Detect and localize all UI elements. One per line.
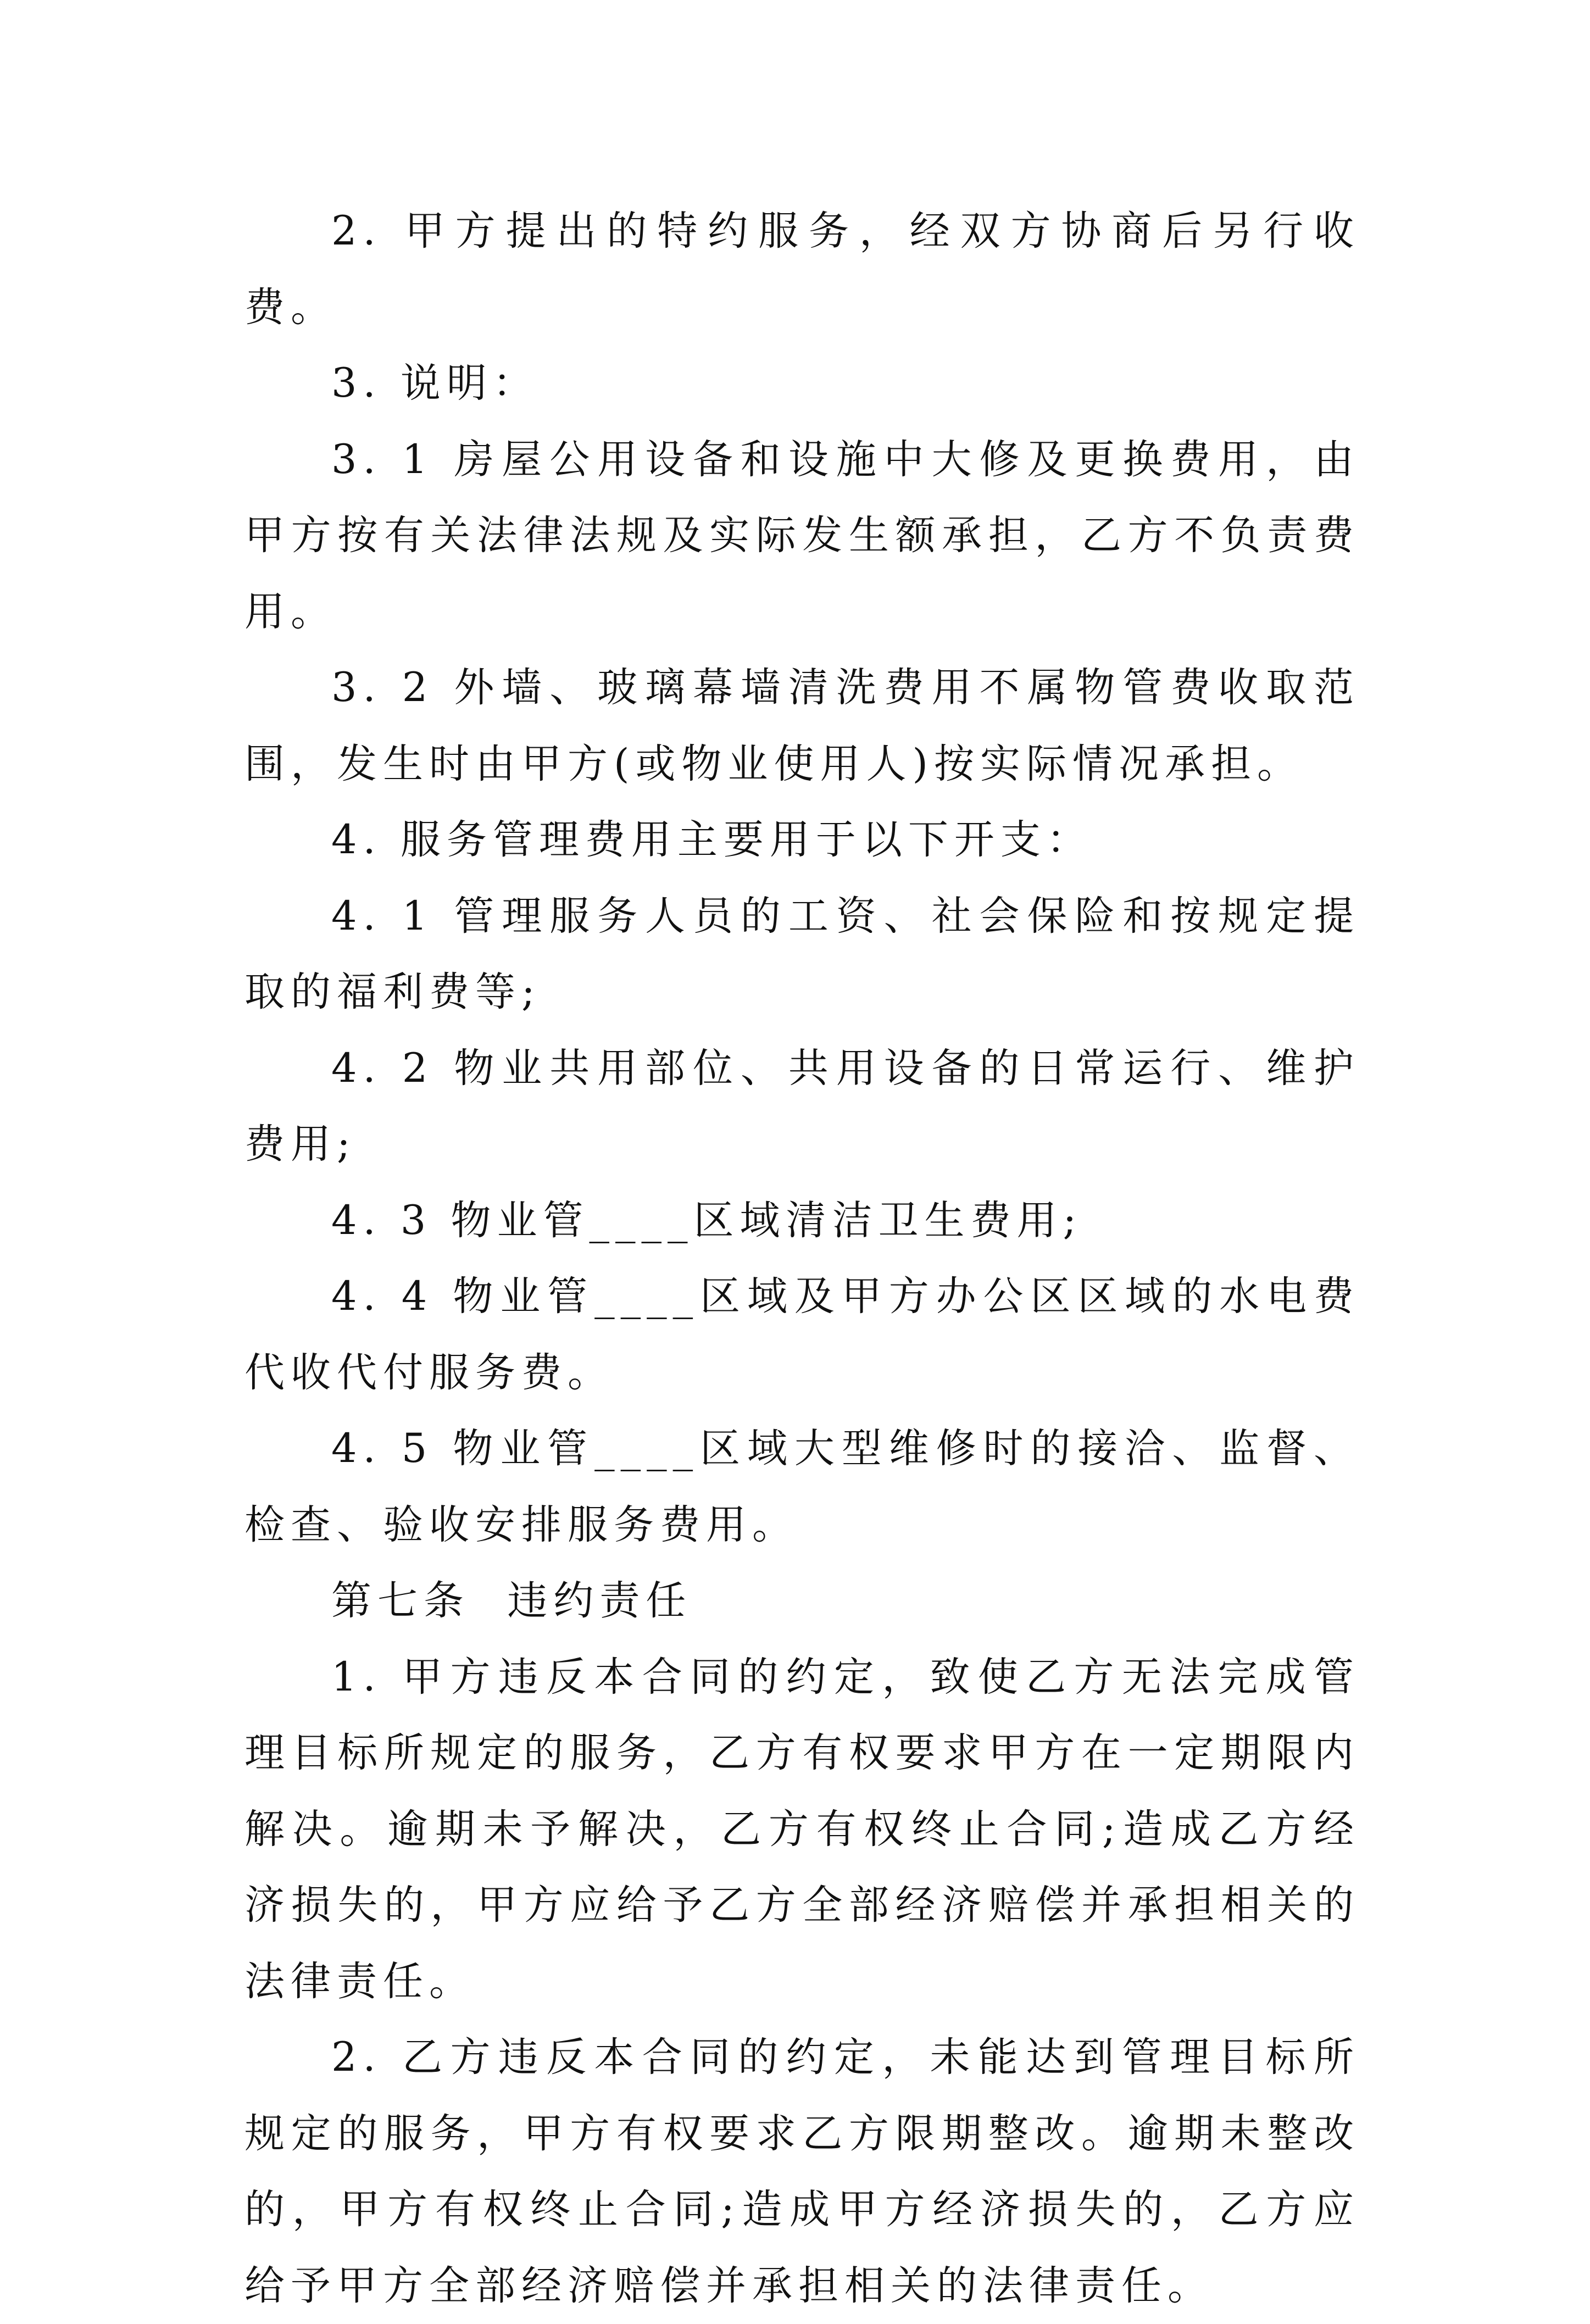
paragraph-staff-wages: 4. 1 管理服务人员的工资、社会保险和按规定提取的福利费等; — [244, 892, 1360, 1015]
paragraph-utility-service-fee: 4. 4 物业管____区域及甲方办公区区域的水电费代收代付服务费。 — [244, 1273, 1360, 1396]
paragraph-expenses-heading: 4. 服务管理费用主要用于以下开支： — [331, 816, 1093, 863]
paragraph-wall-cleaning: 3. 2 外墙、玻璃幕墙清洗费用不属物管费收取范围，发生时由甲方(或物业使用人)按实际情况承担。 — [244, 664, 1360, 787]
article-seven-heading: 第七条 违约责任 — [331, 1577, 692, 1624]
document-body — [244, 193, 1360, 2324]
paragraph-major-repair-fee: 4. 5 物业管____区域大型维修时的接洽、监督、检查、验收安排服务费用。 — [244, 1425, 1360, 1548]
paragraph-repair-costs: 3. 1 房屋公用设备和设施中大修及更换费用，由甲方按有关法律法规及实际发生额承担，乙方不负责费用。 — [244, 436, 1360, 635]
paragraph-party-b-breach: 2. 乙方违反本合同的约定，未能达到管理目标所规定的服务，甲方有权要求乙方限期整改。逾期未整改的，甲方有权终止合同;造成甲方经济损失的，乙方应给予甲方全部经济赔偿并承担相关的法律责任。 — [244, 2034, 1360, 2309]
paragraph-fee-special-service: 2. 甲方提出的特约服务，经双方协商后另行收费。 — [244, 208, 1360, 331]
paragraph-explanation-heading: 3. 说明： — [331, 360, 539, 407]
paragraph-maintenance-costs: 4. 2 物业共用部位、共用设备的日常运行、维护费用; — [244, 1044, 1360, 1167]
paragraph-party-a-breach: 1. 甲方违反本合同的约定，致使乙方无法完成管理目标所规定的服务，乙方有权要求甲方在一定期限内解决。逾期未予解决，乙方有权终止合同;造成乙方经济损失的，甲方应给予乙方全部经济赔偿并承担相关的法律责任。 — [244, 1653, 1360, 2005]
paragraph-cleaning-costs: 4. 3 物业管____区域清洁卫生费用; — [331, 1197, 1083, 1244]
